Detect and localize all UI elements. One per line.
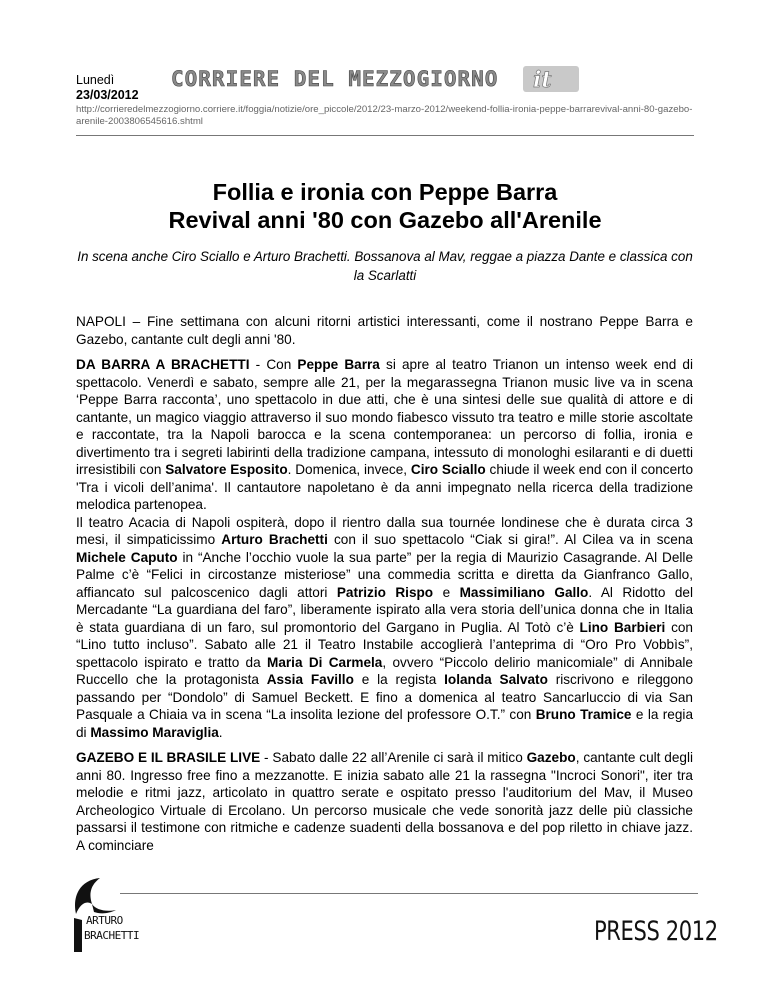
text-run: Il teatro Acacia di Napoli ospiterà, dopo il rientro dalla sua tournée londinese che è durata circa 3 mesi, il simpaticissimo [76,514,693,547]
text-run: con il suo spettacolo “Ciak si gira!”. Al Cilea va in scena [327,532,693,547]
text-run: . [218,724,223,740]
text-run: , ovvero “Piccolo delirio manicomiale” di Annibale Ruccello che la protagonista [76,654,693,687]
bold-name: Maria Di Carmela [267,654,383,670]
article-subtitle: In scena anche Ciro Sciallo e Arturo Brachetti. Bossanova al Mav, reggae a piazza Dante e classica con la Scarlatti [77,249,693,283]
bold-name: Salvatore Esposito [165,462,288,477]
text-run: - Con [249,357,298,372]
bold-name: Assia Favillo [266,672,354,687]
article-title [76,178,694,234]
theatre-listings-paragraph [76,514,693,742]
section-paragraph-barra-brachetti [76,356,693,514]
text-run: con “Lino tutto incluso”. Sabato alle 21 il Teatro Instabile accoglierà l’anteprima di “Oro Pro Vobbìs”, spettacolo ispirato e tratto da [76,619,693,670]
logo-line-1: ARTURO [86,914,123,927]
section-heading: GAZEBO E IL BRASILE LIVE [76,750,261,765]
text-run: - Sabato dalle 22 all’Arenile ci sarà il mitico [260,750,527,765]
text-run: in “Anche l’occhio vuole la sua parte” per la regia di Maurizio Casagrande. Al Delle Palme c’è “Felici in circostanze misteriose” una commedia scritta e diretta da Gianfranco Gallo, affiancato sul palcoscenico dagli attori [76,549,694,600]
bold-name: Massimiliano Gallo [459,584,589,600]
source-url: http://corrieredelmezzogiorno.corriere.it/foggia/notizie/ore_piccole/2012/23-marzo-2012/weekend-follia-ironia-peppe-barrarevival-anni-80-gazebo-arenile-2003806545616.shtml [76,104,693,127]
bold-name: Massimo Maraviglia [90,724,219,740]
text-run: e la regia di [76,707,694,740]
bold-name: Gazebo [526,750,576,765]
press-year-label: PRESS 2012 [594,916,718,947]
masthead-suffix: it [533,67,552,93]
text-run: riscrivono e rileggono passando per “Dondolo” di Samuel Beckett. E fino a domenica al teatro Sancarluccio di via San Pasquale a Chiaia va in scena “La insolita lezione del professore O.T.” con [76,672,694,722]
text-run: si apre al teatro Trianon un intenso week end di spettacolo. Venerdì e sabato, sempre alle 21, per la megarassegna Trianon music live va in scena ‘Peppe Barra racconta’, uno spettacolo in due atti, che è una sintesi delle sue qualità di attore e di cantante, un magico viaggio attraverso il suo mondo fiabesco vissuto tra teatro e mille storie ascoltate e raccontate, tra la Napoli barocca e la scena contemporanea: un percorso di follia, ironia e divertimento tra i segreti labirinti della tradizione campana, intessuto di monologhi esilaranti e di duetti irresistibili con [76,357,693,477]
masthead-text: CORRIERE DEL MEZZOGIORNO [171,67,499,91]
bold-name: Ciro Sciallo [410,462,486,477]
bold-name: Bruno Tramice [535,707,632,722]
bold-name: Iolanda Salvato [444,672,548,687]
header-divider [76,135,694,136]
header-date: 23/03/2012 [76,88,139,102]
section-paragraph-gazebo [76,749,693,854]
text-run: . Al Ridotto del Mercadante “La guardiana del faro”, liberamente ispirato alla vera storia dell’unica donna che in Italia è stata guardiana di un faro, sul promontorio del Gargano in Puglia. Al Totò c’è [76,584,693,635]
bold-name: Patrizio Rispo [336,584,434,600]
bold-name: Arturo Brachetti [221,532,328,547]
arturo-brachetti-logo [70,874,150,964]
logo-line-2: BRACHETTI [84,929,140,942]
article-title-line-1: Follia e ironia con Peppe Barra [212,179,558,205]
text-run: . Domenica, invece, [287,462,411,477]
bold-name: Lino Barbieri [579,619,666,635]
bold-name: Peppe Barra [297,357,380,372]
article-body [76,313,693,862]
text-run: e [433,584,460,600]
text-run: chiude il week end con il concerto 'Tra i vicoli dell’anima'. Il cantautore napoletano è da anni impegnato nella ricerca della tradizione melodica partenopea. [76,462,693,512]
footer-divider [120,893,698,894]
article-title-line-2: Revival anni '80 con Gazebo all'Arenile [168,207,602,233]
bold-name: Michele Caputo [76,549,178,565]
text-run: , cantante cult degli anni 80. Ingresso free fino a mezzanotte. E inizia sabato alle 21 la rassegna "Incroci Sonori", iter tra melodie e ritmi jazz, articolato in quattro serate e ospitato presso l'auditorium del Mav, il Museo Archeologico Virtuale di Ercolano. Un percorso musicale che vede sonorità jazz delle più classiche passarsi il testimone con ritmiche e cadenze suadenti della bossanova e del pop riletto in chiave jazz. A cominciare [76,750,693,853]
newspaper-masthead-logo [168,64,588,94]
header-day: Lunedì [76,73,115,87]
intro-paragraph: NAPOLI – Fine settimana con alcuni ritorni artistici interessanti, come il nostrano Peppe Barra e Gazebo, cantante cult degli anni '80. [76,314,693,347]
section-heading: DA BARRA A BRACHETTI [76,357,250,372]
text-run: e la regista [353,672,445,687]
